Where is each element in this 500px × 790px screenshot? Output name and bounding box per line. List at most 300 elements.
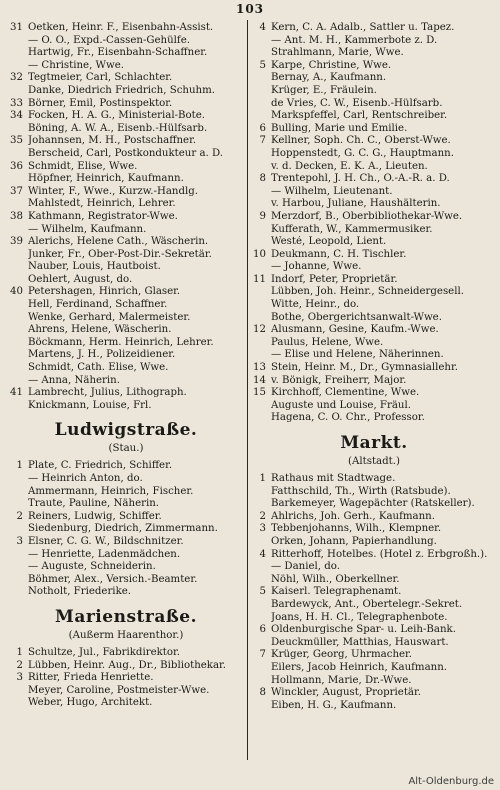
resident-text: Schultze, Jul., Fabrikdirektor. bbox=[28, 646, 180, 658]
right-column bbox=[252, 22, 496, 712]
resident-text: Ritter, Frieda Henriette. bbox=[28, 672, 154, 684]
house-number bbox=[252, 498, 271, 511]
directory-entry bbox=[252, 161, 496, 174]
house-number bbox=[6, 473, 28, 486]
resident-text: Börner, Emil, Postinspektor. bbox=[28, 97, 173, 109]
house-number bbox=[252, 224, 271, 237]
house-number: 9 bbox=[259, 210, 266, 222]
house-number bbox=[6, 574, 28, 587]
resident-text: Strahlmann, Marie, Wwe. bbox=[271, 47, 404, 59]
house-number bbox=[6, 198, 28, 211]
resident-text: Deukmann, C. H. Tischler. bbox=[271, 248, 407, 260]
resident-text: Paulus, Helene, Wwe. bbox=[271, 336, 384, 348]
directory-entry bbox=[6, 198, 246, 211]
street-heading: Ludwigstraße. bbox=[54, 420, 198, 441]
street-district: (Stau.) bbox=[108, 443, 144, 455]
street-heading: Marienstraße. bbox=[55, 606, 197, 627]
resident-text: Hollmann, Marie, Dr.-Wwe. bbox=[271, 674, 412, 686]
directory-entry bbox=[6, 211, 246, 224]
house-number bbox=[252, 675, 271, 688]
directory-entry bbox=[6, 536, 246, 549]
house-number bbox=[6, 561, 28, 574]
directory-entry bbox=[252, 574, 496, 587]
house-number: 7 bbox=[259, 135, 266, 147]
resident-text: — Auguste, Schneiderin. bbox=[28, 561, 156, 573]
house-number bbox=[252, 72, 271, 85]
resident-text: Tegtmeier, Carl, Schlachter. bbox=[28, 72, 173, 84]
house-number: 35 bbox=[10, 135, 23, 147]
resident-text: Kirchhoff, Clementine, Wwe. bbox=[271, 387, 420, 399]
directory-entry bbox=[252, 249, 496, 262]
directory-entry bbox=[252, 211, 496, 224]
resident-text: Eiben, H. G., Kaufmann. bbox=[271, 699, 397, 711]
house-number bbox=[252, 148, 271, 161]
resident-text: Notholt, Friederike. bbox=[28, 586, 132, 598]
resident-text: Höpfner, Heinrich, Kaufmann. bbox=[28, 173, 184, 185]
house-number: 3 bbox=[259, 523, 266, 535]
house-number: 11 bbox=[253, 273, 266, 285]
directory-entry bbox=[252, 586, 496, 599]
resident-text: Oetken, Heinr. F., Eisenbahn-Assist. bbox=[28, 22, 214, 33]
directory-entry bbox=[252, 148, 496, 161]
directory-entry bbox=[252, 173, 496, 186]
resident-text: Focken, H. A. G., Ministerial-Bote. bbox=[28, 110, 206, 122]
directory-entry bbox=[252, 224, 496, 237]
directory-entry bbox=[6, 85, 246, 98]
directory-entry bbox=[252, 561, 496, 574]
directory-entry bbox=[252, 649, 496, 662]
resident-text: Martens, J. H., Polizeidiener. bbox=[28, 349, 176, 361]
resident-text: Karpe, Christine, Wwe. bbox=[271, 59, 392, 71]
resident-text: Meyer, Caroline, Postmeister-Wwe. bbox=[28, 684, 210, 696]
resident-text: Böckmann, Herm. Heinrich, Lehrer. bbox=[28, 336, 214, 348]
resident-text: Hell, Ferdinand, Schaffner. bbox=[28, 299, 168, 311]
house-number: 31 bbox=[10, 22, 23, 33]
directory-entry bbox=[252, 486, 496, 499]
directory-entry bbox=[6, 324, 246, 337]
house-number: 15 bbox=[253, 387, 266, 399]
directory-entry bbox=[252, 624, 496, 637]
resident-text: Kellner, Soph. Ch. C., Oberst-Wwe. bbox=[271, 135, 451, 147]
directory-entry bbox=[6, 312, 246, 325]
resident-text: Eilers, Jacob Heinrich, Kaufmann. bbox=[271, 661, 448, 673]
resident-text: v. Bönigk, Freiherr, Major. bbox=[271, 374, 407, 386]
directory-entry bbox=[252, 274, 496, 287]
house-number: 36 bbox=[10, 160, 23, 172]
directory-entry bbox=[6, 586, 246, 599]
directory-entry bbox=[6, 173, 246, 186]
house-number: 7 bbox=[259, 649, 266, 661]
resident-text: — Anna, Näherin. bbox=[28, 374, 120, 386]
directory-entry bbox=[252, 549, 496, 562]
house-number bbox=[6, 47, 28, 60]
resident-text: Lambrecht, Julius, Lithograph. bbox=[28, 387, 187, 399]
house-number: 41 bbox=[10, 387, 23, 399]
house-number bbox=[252, 700, 271, 713]
directory-entry bbox=[6, 574, 246, 587]
directory-entry bbox=[6, 186, 246, 199]
resident-text: — Ant. M. H., Kammerbote z. D. bbox=[271, 34, 438, 46]
house-number: 5 bbox=[259, 586, 266, 598]
house-number bbox=[6, 123, 28, 136]
resident-text: Witte, Heinr., do. bbox=[271, 299, 360, 311]
directory-entry bbox=[252, 312, 496, 325]
resident-text: — Daniel, do. bbox=[271, 561, 340, 573]
house-number bbox=[252, 312, 271, 325]
resident-text: Reiners, Ludwig, Schiffer. bbox=[28, 510, 162, 522]
resident-text: Petershagen, Hinrich, Glaser. bbox=[28, 286, 181, 298]
house-number bbox=[6, 486, 28, 499]
directory-entry bbox=[252, 362, 496, 375]
resident-text: Deuckmüller, Matthias, Hauswart. bbox=[271, 636, 449, 648]
resident-text: Joans, H. H. Cl., Telegraphenbote. bbox=[271, 611, 448, 623]
directory-entry bbox=[252, 387, 496, 400]
resident-text: v. d. Decken, E. K. A., Lieuten. bbox=[271, 160, 428, 172]
house-number: 1 bbox=[16, 646, 23, 658]
house-number bbox=[6, 362, 28, 375]
directory-entry bbox=[252, 700, 496, 713]
resident-text: Orken, Johann, Papierhandlung. bbox=[271, 535, 437, 547]
resident-text: Kathmann, Registrator-Wwe. bbox=[28, 210, 178, 222]
resident-text: Berscheid, Carl, Postkondukteur a. D. bbox=[28, 147, 224, 159]
house-number: 40 bbox=[10, 286, 23, 298]
resident-text: Auguste und Louise, Fräul. bbox=[271, 399, 411, 411]
directory-entry bbox=[252, 687, 496, 700]
resident-text: Danke, Diedrich Friedrich, Schuhm. bbox=[28, 84, 215, 96]
house-number bbox=[252, 561, 271, 574]
house-number: 37 bbox=[10, 185, 23, 197]
resident-text: — O. O., Expd.-Cassen-Gehülfe. bbox=[28, 34, 190, 46]
house-number bbox=[252, 236, 271, 249]
house-number bbox=[6, 375, 28, 388]
house-number bbox=[252, 574, 271, 587]
street-heading: Markt. bbox=[340, 433, 408, 453]
resident-text: Lübben, Heinr. Aug., Dr., Bibliothekar. bbox=[28, 659, 227, 671]
house-number: 2 bbox=[259, 510, 266, 522]
resident-text: Schmidt, Elise, Wwe. bbox=[28, 160, 138, 172]
directory-entry bbox=[252, 60, 496, 73]
house-number: 8 bbox=[259, 173, 266, 185]
resident-text: Ritterhoff, Hotelbes. (Hotel z. Erbgroßh.). bbox=[271, 548, 488, 560]
house-number bbox=[252, 662, 271, 675]
resident-text: Nauber, Louis, Hautboist. bbox=[28, 261, 161, 273]
directory-entry bbox=[252, 261, 496, 274]
page-number: 103 bbox=[235, 2, 265, 16]
resident-text: Alerichs, Helene Cath., Wäscherin. bbox=[28, 236, 209, 248]
directory-entry bbox=[6, 511, 246, 524]
house-number: 4 bbox=[259, 22, 266, 33]
house-number bbox=[252, 47, 271, 60]
house-number bbox=[252, 486, 271, 499]
house-number bbox=[252, 299, 271, 312]
resident-text: Siedenburg, Diedrich, Zimmermann. bbox=[28, 523, 218, 535]
directory-entry bbox=[6, 337, 246, 350]
directory-entry bbox=[6, 47, 246, 60]
resident-text: Weber, Hugo, Architekt. bbox=[28, 697, 153, 709]
directory-entry bbox=[6, 98, 246, 111]
house-number: 39 bbox=[10, 236, 23, 248]
resident-text: Hoppenstedt, G. C. G., Hauptmann. bbox=[271, 147, 454, 159]
directory-entry bbox=[6, 685, 246, 698]
directory-entry bbox=[6, 647, 246, 660]
directory-entry bbox=[252, 72, 496, 85]
house-number bbox=[6, 349, 28, 362]
left-column bbox=[6, 22, 246, 710]
house-number bbox=[252, 85, 271, 98]
directory-entry bbox=[252, 324, 496, 337]
directory-entry bbox=[252, 186, 496, 199]
resident-text: Wenke, Gerhard, Malermeister. bbox=[28, 311, 191, 323]
directory-entry bbox=[6, 473, 246, 486]
directory-entry bbox=[6, 549, 246, 562]
resident-text: de Vries, C. W., Eisenb.-Hülfsarb. bbox=[271, 97, 443, 109]
resident-text: Oehlert, August, do. bbox=[28, 273, 133, 285]
directory-entry bbox=[252, 662, 496, 675]
resident-text: Mahlstedt, Heinrich, Lehrer. bbox=[28, 198, 176, 210]
resident-text: — Wilhelm, Lieutenant. bbox=[271, 185, 393, 197]
directory-entry bbox=[6, 249, 246, 262]
house-number bbox=[6, 312, 28, 325]
directory-entry bbox=[6, 400, 246, 413]
directory-entry bbox=[252, 123, 496, 136]
house-number: 14 bbox=[253, 374, 266, 386]
resident-text: Bernay, A., Kaufmann. bbox=[271, 72, 387, 84]
directory-entry bbox=[6, 660, 246, 673]
resident-text: Ammermann, Heinrich, Fischer. bbox=[28, 485, 194, 497]
resident-text: Böhmer, Alex., Versich.-Beamter. bbox=[28, 573, 198, 585]
house-number: 33 bbox=[10, 97, 23, 109]
house-number bbox=[252, 286, 271, 299]
directory-entry bbox=[252, 135, 496, 148]
directory-entry bbox=[6, 375, 246, 388]
resident-text: v. Harbou, Juliane, Haushälterin. bbox=[271, 198, 441, 210]
column-divider bbox=[247, 20, 248, 760]
house-number bbox=[252, 599, 271, 612]
resident-text: Nöhl, Wilh., Oberkellner. bbox=[271, 573, 400, 585]
house-number bbox=[252, 349, 271, 362]
street-district: (Altstadt.) bbox=[348, 456, 400, 467]
directory-entry bbox=[252, 299, 496, 312]
house-number: 1 bbox=[16, 460, 23, 472]
resident-text: — Elise und Helene, Näherinnen. bbox=[271, 349, 444, 361]
house-number bbox=[6, 299, 28, 312]
house-number bbox=[6, 523, 28, 536]
resident-text: Kaiserl. Telegraphenamt. bbox=[271, 586, 402, 598]
directory-entry bbox=[6, 35, 246, 48]
directory-entry bbox=[252, 236, 496, 249]
directory-entry bbox=[6, 460, 246, 473]
house-number bbox=[252, 98, 271, 111]
resident-text: Ahrens, Helene, Wäscherin. bbox=[28, 324, 172, 336]
directory-entry bbox=[252, 98, 496, 111]
house-number bbox=[252, 186, 271, 199]
resident-text: Indorf, Peter, Proprietär. bbox=[271, 273, 398, 285]
house-number bbox=[6, 685, 28, 698]
resident-text: Ahlrichs, Joh. Gerh., Kaufmann. bbox=[271, 510, 435, 522]
resident-text: — Wilhelm, Kaufmann. bbox=[28, 223, 147, 235]
directory-entry bbox=[252, 498, 496, 511]
house-number: 8 bbox=[259, 687, 266, 699]
house-number bbox=[6, 337, 28, 350]
resident-text: Barkemeyer, Wagepächter (Ratskeller). bbox=[271, 498, 475, 510]
directory-entry bbox=[6, 349, 246, 362]
directory-entry bbox=[6, 672, 246, 685]
resident-text: Markspfeffel, Carl, Rentschreiber. bbox=[271, 110, 448, 122]
house-number: 3 bbox=[16, 535, 23, 547]
resident-text: Bardewyck, Ant., Obertelegr.-Sekret. bbox=[271, 598, 463, 610]
resident-text: Lübben, Joh. Heinr., Schneidergesell. bbox=[271, 286, 464, 298]
house-number: 38 bbox=[10, 210, 23, 222]
resident-text: Bulling, Marie und Emilie. bbox=[271, 122, 408, 134]
resident-text: Trentepohl, J. H. Ch., O.-A.-R. a. D. bbox=[271, 173, 450, 185]
directory-entry bbox=[6, 286, 246, 299]
directory-entry bbox=[6, 110, 246, 123]
house-number bbox=[252, 637, 271, 650]
directory-entry bbox=[6, 224, 246, 237]
house-number bbox=[6, 173, 28, 186]
house-number: 4 bbox=[259, 548, 266, 560]
directory-entry bbox=[6, 148, 246, 161]
house-number: 2 bbox=[16, 659, 23, 671]
resident-text: Knickmann, Louise, Frl. bbox=[28, 399, 152, 411]
directory-entry bbox=[252, 400, 496, 413]
resident-text: Rathaus mit Stadtwage. bbox=[271, 473, 396, 484]
directory-entry bbox=[6, 387, 246, 400]
directory-entry bbox=[252, 612, 496, 625]
house-number bbox=[6, 586, 28, 599]
resident-text: Krüger, Georg, Uhrmacher. bbox=[271, 649, 413, 661]
house-number bbox=[6, 85, 28, 98]
directory-entry bbox=[252, 637, 496, 650]
house-number bbox=[6, 261, 28, 274]
directory-entry bbox=[252, 47, 496, 60]
house-number bbox=[252, 261, 271, 274]
resident-text: — Johanne, Wwe. bbox=[271, 261, 362, 273]
resident-text: Oldenburgische Spar- u. Leih-Bank. bbox=[271, 624, 456, 636]
resident-text: Fatthschild, Th., Wirth (Ratsbude). bbox=[271, 485, 451, 497]
house-number: 3 bbox=[16, 672, 23, 684]
resident-text: Plate, C. Friedrich, Schiffer. bbox=[28, 460, 173, 472]
resident-text: Traute, Pauline, Näherin. bbox=[28, 498, 160, 510]
house-number bbox=[252, 400, 271, 413]
resident-text: Kufferath, W., Kammermusiker. bbox=[271, 223, 433, 235]
directory-entry bbox=[252, 523, 496, 536]
house-number bbox=[6, 60, 28, 73]
house-number bbox=[6, 224, 28, 237]
house-number bbox=[252, 337, 271, 350]
resident-text: Hagena, C. O. Chr., Professor. bbox=[271, 412, 425, 424]
directory-entry bbox=[6, 498, 246, 511]
directory-entry bbox=[6, 236, 246, 249]
house-number bbox=[252, 536, 271, 549]
directory-entry bbox=[252, 337, 496, 350]
resident-text: Junker, Fr., Ober-Post-Dir.-Sekretär. bbox=[28, 248, 212, 260]
house-number: 32 bbox=[10, 72, 23, 84]
directory-entry bbox=[6, 274, 246, 287]
house-number bbox=[6, 324, 28, 337]
house-number: 34 bbox=[10, 110, 23, 122]
house-number bbox=[252, 412, 271, 425]
directory-entry bbox=[252, 375, 496, 388]
resident-text: Tebbenjohanns, Wilh., Klempner. bbox=[271, 523, 442, 535]
resident-text: Winter, F., Wwe., Kurzw.-Handlg. bbox=[28, 185, 199, 197]
resident-text: — Henriette, Ladenmädchen. bbox=[28, 548, 181, 560]
directory-entry bbox=[252, 473, 496, 486]
directory-entry bbox=[6, 523, 246, 536]
house-number bbox=[6, 249, 28, 262]
directory-entry bbox=[252, 198, 496, 211]
house-number bbox=[252, 110, 271, 123]
house-number bbox=[6, 274, 28, 287]
directory-entry bbox=[6, 123, 246, 136]
house-number bbox=[6, 697, 28, 710]
resident-text: Schmidt, Cath. Elise, Wwe. bbox=[28, 362, 169, 374]
watermark-credit: Alt-Oldenburg.de bbox=[408, 776, 494, 787]
directory-entry bbox=[252, 536, 496, 549]
street-district: (Außerm Haarenthor.) bbox=[68, 629, 184, 641]
resident-text: — Christine, Wwe. bbox=[28, 59, 125, 71]
house-number bbox=[6, 549, 28, 562]
directory-entry bbox=[6, 697, 246, 710]
resident-text: Kern, C. A. Adalb., Sattler u. Tapez. bbox=[271, 22, 455, 33]
directory-entry bbox=[252, 85, 496, 98]
directory-entry bbox=[6, 486, 246, 499]
resident-text: Johannsen, M. H., Postschaffner. bbox=[28, 135, 197, 147]
directory-entry bbox=[252, 286, 496, 299]
house-number: 6 bbox=[259, 624, 266, 636]
resident-text: Stein, Heinr. M., Dr., Gymnasiallehr. bbox=[271, 362, 458, 374]
directory-entry bbox=[6, 299, 246, 312]
house-number bbox=[252, 35, 271, 48]
resident-text: — Heinrich Anton, do. bbox=[28, 473, 143, 484]
directory-entry bbox=[252, 412, 496, 425]
directory-entry bbox=[252, 675, 496, 688]
directory-entry bbox=[252, 599, 496, 612]
resident-text: Krüger, E., Fräulein. bbox=[271, 84, 377, 96]
house-number bbox=[6, 400, 28, 413]
house-number bbox=[252, 198, 271, 211]
resident-text: Bothe, Obergerichtsanwalt-Wwe. bbox=[271, 311, 442, 323]
house-number bbox=[252, 612, 271, 625]
directory-entry bbox=[6, 261, 246, 274]
directory-entry bbox=[6, 161, 246, 174]
house-number: 5 bbox=[259, 59, 266, 71]
directory-entry bbox=[6, 72, 246, 85]
house-number: 12 bbox=[253, 324, 266, 336]
resident-text: Elsner, C. G. W., Bildschnitzer. bbox=[28, 535, 184, 547]
directory-entry bbox=[6, 561, 246, 574]
directory-entry bbox=[6, 22, 246, 35]
house-number: 6 bbox=[259, 122, 266, 134]
resident-text: Hartwig, Fr., Eisenbahn-Schaffner. bbox=[28, 47, 208, 59]
house-number: 1 bbox=[259, 473, 266, 484]
house-number bbox=[6, 148, 28, 161]
directory-entry bbox=[252, 35, 496, 48]
house-number bbox=[6, 35, 28, 48]
resident-text: Westé, Leopold, Lient. bbox=[271, 236, 387, 248]
resident-text: Winckler, August, Proprietär. bbox=[271, 687, 421, 699]
house-number bbox=[252, 161, 271, 174]
house-number: 2 bbox=[16, 510, 23, 522]
resident-text: Merzdorf, B., Oberbibliothekar-Wwe. bbox=[271, 210, 463, 222]
house-number: 10 bbox=[253, 248, 266, 260]
house-number bbox=[6, 498, 28, 511]
directory-entry bbox=[252, 110, 496, 123]
house-number: 13 bbox=[253, 362, 266, 374]
directory-entry bbox=[252, 22, 496, 35]
directory-entry bbox=[6, 362, 246, 375]
resident-text: Alusmann, Gesine, Kaufm.-Wwe. bbox=[271, 324, 439, 336]
